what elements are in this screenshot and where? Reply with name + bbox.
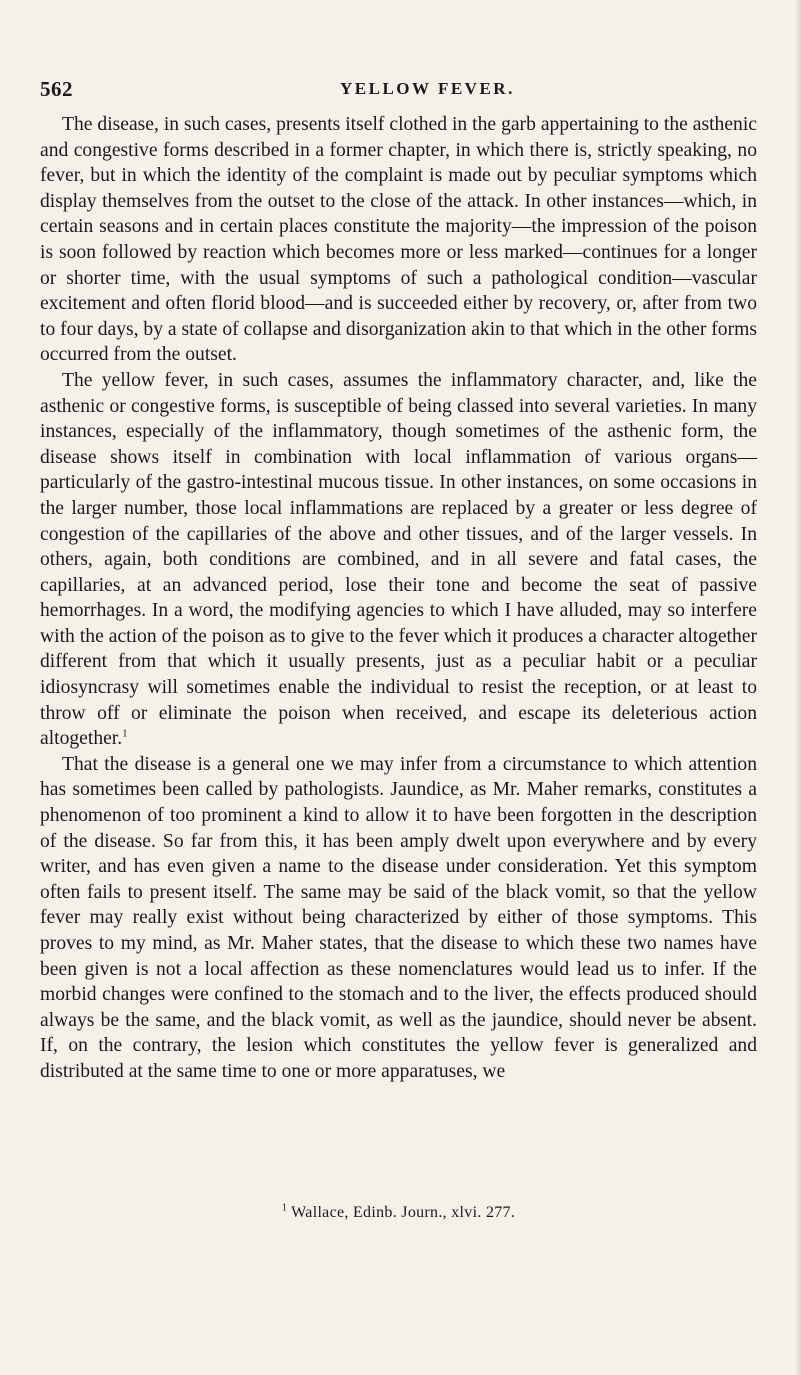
running-head: YELLOW FEVER. [340, 79, 515, 98]
page-header [40, 77, 760, 107]
paragraph [40, 368, 757, 752]
footnote-marker: 1 [281, 1202, 288, 1214]
footnote-reference: 1 [122, 727, 128, 740]
paragraph: The disease, in such cases, presents itself clothed in the garb appertaining to the asthenic and congestive forms described in a former chapter, in which there is, strictly speaking, no fever, but in which the identity of the complaint is made out by peculiar symptoms which display themselves from the outset to the close of the attack. In other instances—which, in certain seasons and in certain places constitute the majority—the impression of the poison is soon followed by reaction which becomes more or less marked—continues for a longer or shorter time, with the usual symptoms of such a pathological condition—vascular excitement and often florid blood—and is succeeded either by recovery, or, after from two to four days, by a state of collapse and disorganization akin to that which in the other forms occurred from the outset. [40, 114, 757, 366]
page-number: 562 [40, 77, 73, 101]
page-edge-shadow [795, 0, 801, 1375]
paragraph-text: The yellow fever, in such cases, assumes the inflammatory character, and, like the asthenic or congestive forms, is susceptible of being classed into several varieties. In many instances, especially of the inflammatory, though sometimes of the asthenic form, the disease shows itself in combination with local inflammation of various organs—particularly of the gastro-intestinal mucous tissue. In other instances, on some occasions in the larger number, those local inflammations are replaced by a greater or less degree of congestion of the capillaries of the above and other tissues, and of the larger vessels. In others, again, both conditions are combined, and in all severe and fatal cases, the capillaries, at an advanced period, lose their tone and become the seat of passive hemorrhages. In a word, the modifying agencies to which I have alluded, may so interfere with the action of the poison as to give to the fever which it produces a character altogether different from that which it usually presents, just as a peculiar habit or a peculiar idiosyncrasy will sometimes enable the individual to resist the reception, or at least to throw off or eliminate the poison when received, and escape its deleterious action altogether. [40, 369, 757, 750]
paragraph: That the disease is a general one we may infer from a circumstance to which attention has sometimes been called by pathologists. Jaundice, as Mr. Maher remarks, constitutes a phenomenon of too prominent a kind to allow it to have been forgotten in the description of the disease. So far from this, it has been amply dwelt upon everywhere and by every writer, and has even given a name to the disease under consideration. Yet this symptom often fails to present itself. The same may be said of the black vomit, so that the yellow fever may really exist without being characterized by either of those symptoms. This proves to my mind, as Mr. Maher states, that the disease to which these two names have been given is not a local affection as these nomenclatures would lead us to infer. If the morbid changes were confined to the stomach and to the liver, the effects produced should always be the same, and the black vomit, as well as the jaundice, should never be absent. If, on the contrary, the lesion which constitutes the yellow fever is generalized and distributed at the same time to one or more apparatuses, we [40, 753, 757, 1082]
footnote-text: Wallace, Edinb. Journ., xlvi. 277. [291, 1204, 516, 1221]
footnote [40, 1204, 757, 1222]
body-text [40, 112, 757, 1085]
